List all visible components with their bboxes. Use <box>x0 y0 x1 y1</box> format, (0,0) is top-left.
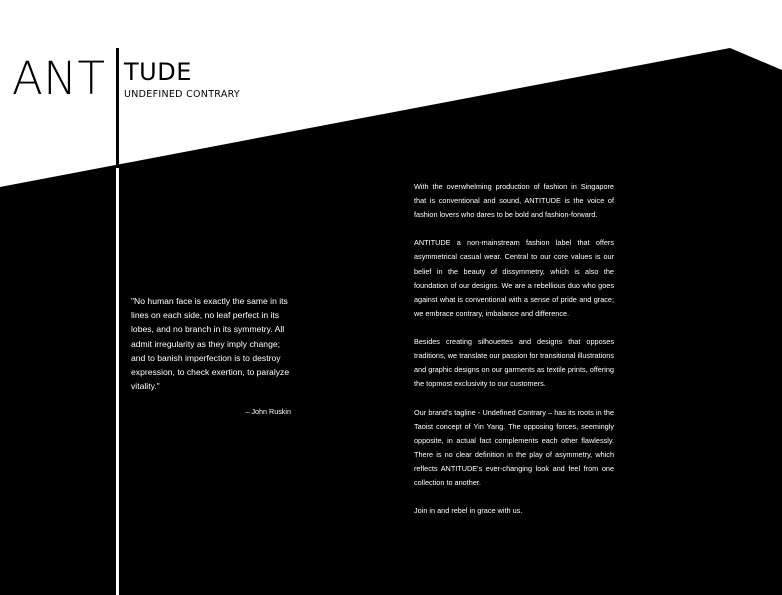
paragraph-closing: Join in and rebel in grace with us. <box>414 506 523 516</box>
divider-line-top <box>116 48 119 168</box>
ruskin-quote: "No human face is exactly the same in its lines on each side, no leaf perfect in its lobes, and no branch in its symmetry. All admit irregularity as they imply change; and to banish imperfection is to destroy expression, to check exertion, to paralyze vitality." <box>131 296 290 392</box>
quote-attribution: – John Ruskin <box>245 407 291 416</box>
paragraph-intro: With the overwhelming production of fashion in Singapore that is conventional and sound, ANTITUDE is the voice of fashion lovers who dares to be bold and fashion-forward. <box>414 182 614 220</box>
brand-description <box>414 180 614 532</box>
logo-text-ant: ANT <box>12 52 106 105</box>
paragraph-label: ANTITUDE a non-mainstream fashion label that offers asymmetrical casual wear. Central to our core values is our belief in the beauty of dissymmetry, which is also the foundation of our designs. We are a rebellious duo who goes against what is conventional with a sense of pride and grace; we embrace contrary, imbalance and difference. <box>414 238 614 318</box>
paragraph-designs: Besides creating silhouettes and designs that opposes traditions, we translate our passion for transitional illustrations and graphic designs on our garments as textile prints, offering the topmost exclusivity to our customers. <box>414 337 614 389</box>
brand-tagline: UNDEFINED CONTRARY <box>124 89 241 100</box>
paragraph-tagline: Our brand's tagline - Undefined Contrary – has its roots in the Taoist concept of Yin Yang. The opposing forces, seemingly opposite, in actual fact complements each other flawlessly. There is no clear definition in the play of asymmetry, which reflects ANTITUDE's ever-changing look and feel from one collection to another. <box>414 407 614 487</box>
divider-line-bottom <box>116 168 119 595</box>
logo-text-tude: TUDE <box>124 58 192 86</box>
